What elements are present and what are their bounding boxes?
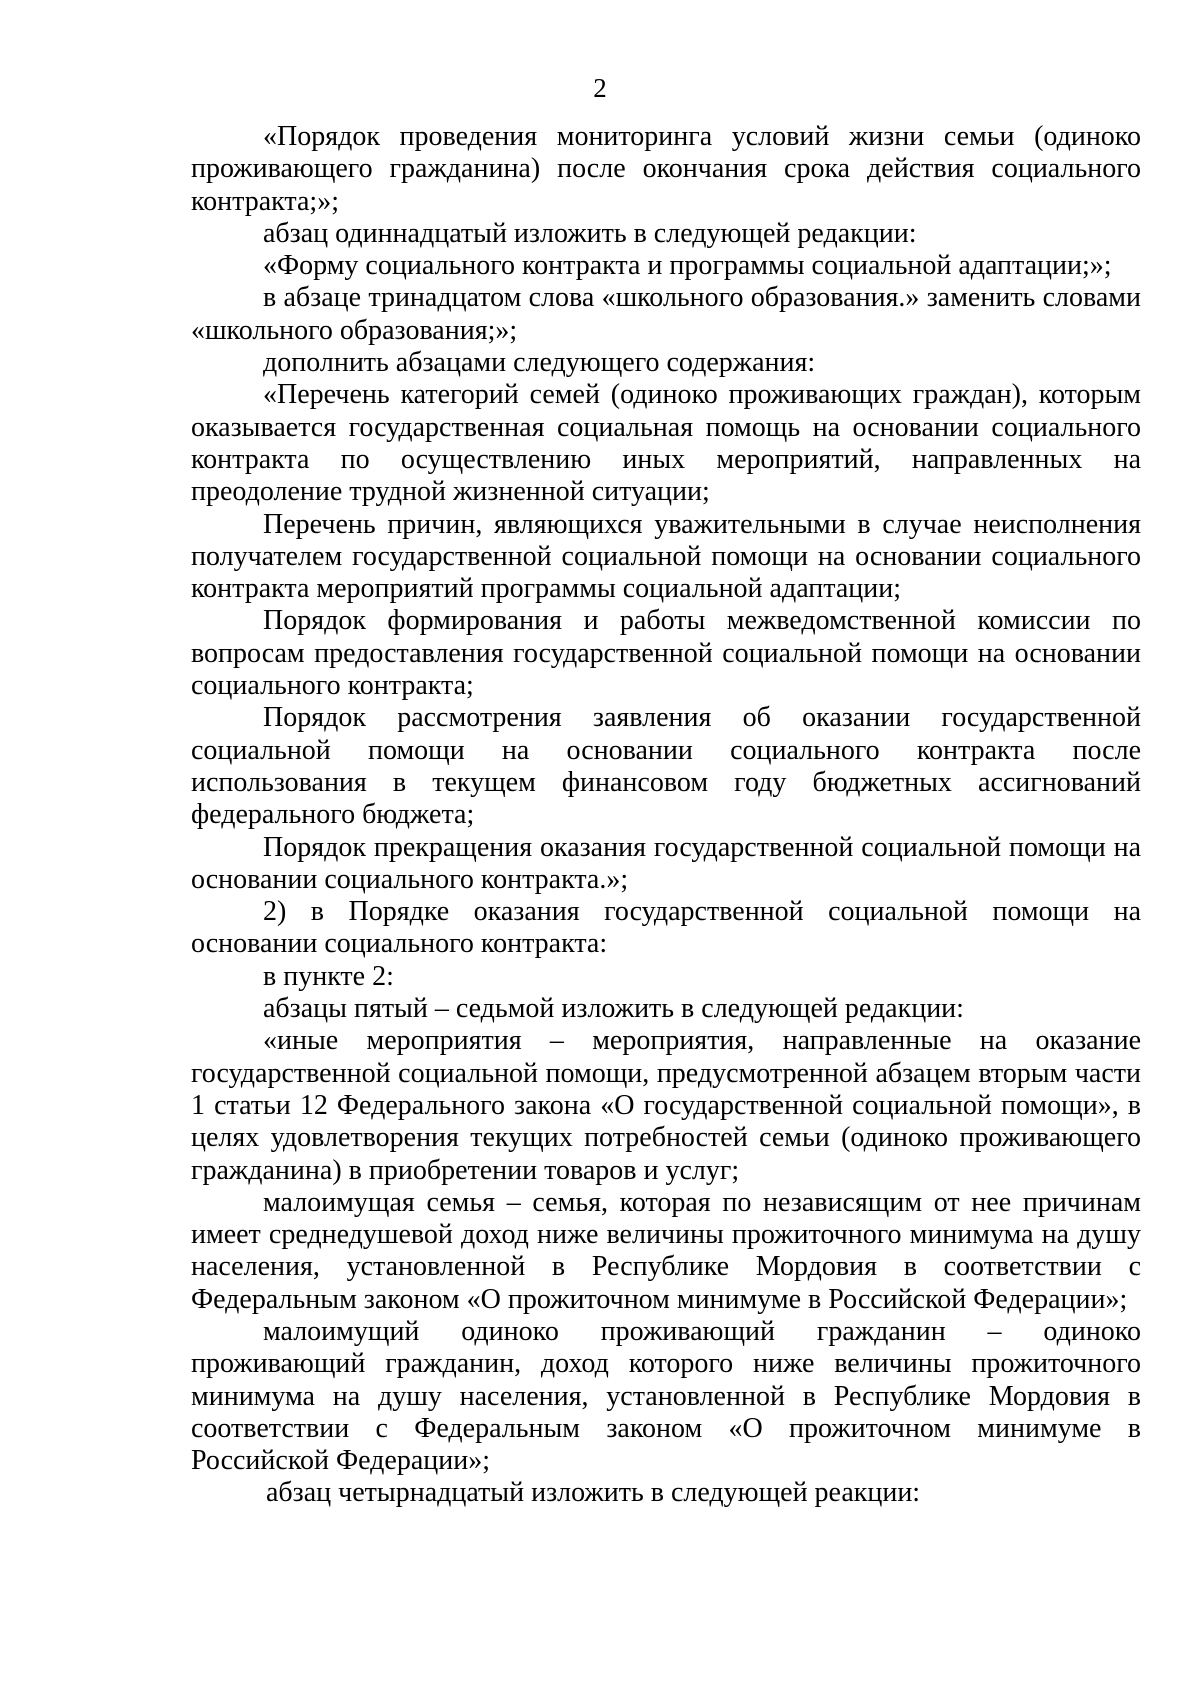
- paragraph: абзац четырнадцатый изложить в следующей реакции:: [266, 1477, 921, 1509]
- page-number: 2: [593, 73, 607, 103]
- paragraph: дополнить абзацами следующего содержания:: [263, 347, 816, 379]
- paragraph: «Перечень категорий семей (одиноко проживающих граждан), которым оказывается государственная социальная помощь на основании социального контракта по осуществлению иных мероприятий, направленных на преодоление трудной жизненной ситуации;: [191, 379, 1141, 508]
- paragraph: абзацы пятый – седьмой изложить в следующей редакции:: [263, 993, 964, 1025]
- paragraph: Порядок рассмотрения заявления об оказании государственной социальной помощи на основании социального контракта после использования в текущем финансовом году бюджетных ассигнований федерального бюджета;: [191, 702, 1141, 831]
- paragraph: малоимущий одиноко проживающий гражданин – одиноко проживающий гражданин, доход которого ниже величины прожиточного минимума на душу населения, установленной в Республике Мордовия в соответствии с Федеральным законом «О прожиточном минимуме в Российской Федерации»;: [191, 1315, 1141, 1477]
- paragraph: 2) в Порядке оказания государственной социальной помощи на основании социального контракта:: [191, 896, 1141, 960]
- paragraph: «Форму социального контракта и программы социальной адаптации;»;: [263, 250, 1112, 282]
- document-body: [191, 121, 1141, 1510]
- paragraph: Порядок прекращения оказания государственной социальной помощи на основании социального контракта.»;: [191, 831, 1141, 895]
- paragraph: Порядок формирования и работы межведомственной комиссии по вопросам предоставления государственной социальной помощи на основании социального контракта;: [191, 605, 1141, 702]
- paragraph: в абзаце тринадцатом слова «школьного образования.» заменить словами «школьного образования;»;: [191, 282, 1141, 346]
- paragraph: «иные мероприятия – мероприятия, направленные на оказание государственной социальной помощи, предусмотренной абзацем вторым части 1 статьи 12 Федерального закона «О государственной социальной помощи», в целях удовлетворения текущих потребностей семьи (одиноко проживающего гражданина) в приобретении товаров и услуг;: [191, 1025, 1141, 1186]
- paragraph: абзац одиннадцатый изложить в следующей редакции:: [263, 217, 917, 249]
- paragraph: Перечень причин, являющихся уважительными в случае неисполнения получателем государственной социальной помощи на основании социального контракта мероприятий программы социальной адаптации;: [191, 508, 1141, 605]
- paragraph: в пункте 2:: [263, 960, 394, 992]
- paragraph: «Порядок проведения мониторинга условий жизни семьи (одиноко проживающего гражданина) после окончания срока действия социального контракта;»;: [191, 121, 1141, 217]
- paragraph: малоимущая семья – семья, которая по независящим от нее причинам имеет среднедушевой доход ниже величины прожиточного минимума на душу населения, установленной в Республике Мордовия в соответствии с Федеральным законом «О прожиточном минимуме в Российской Федерации»;: [191, 1186, 1141, 1315]
